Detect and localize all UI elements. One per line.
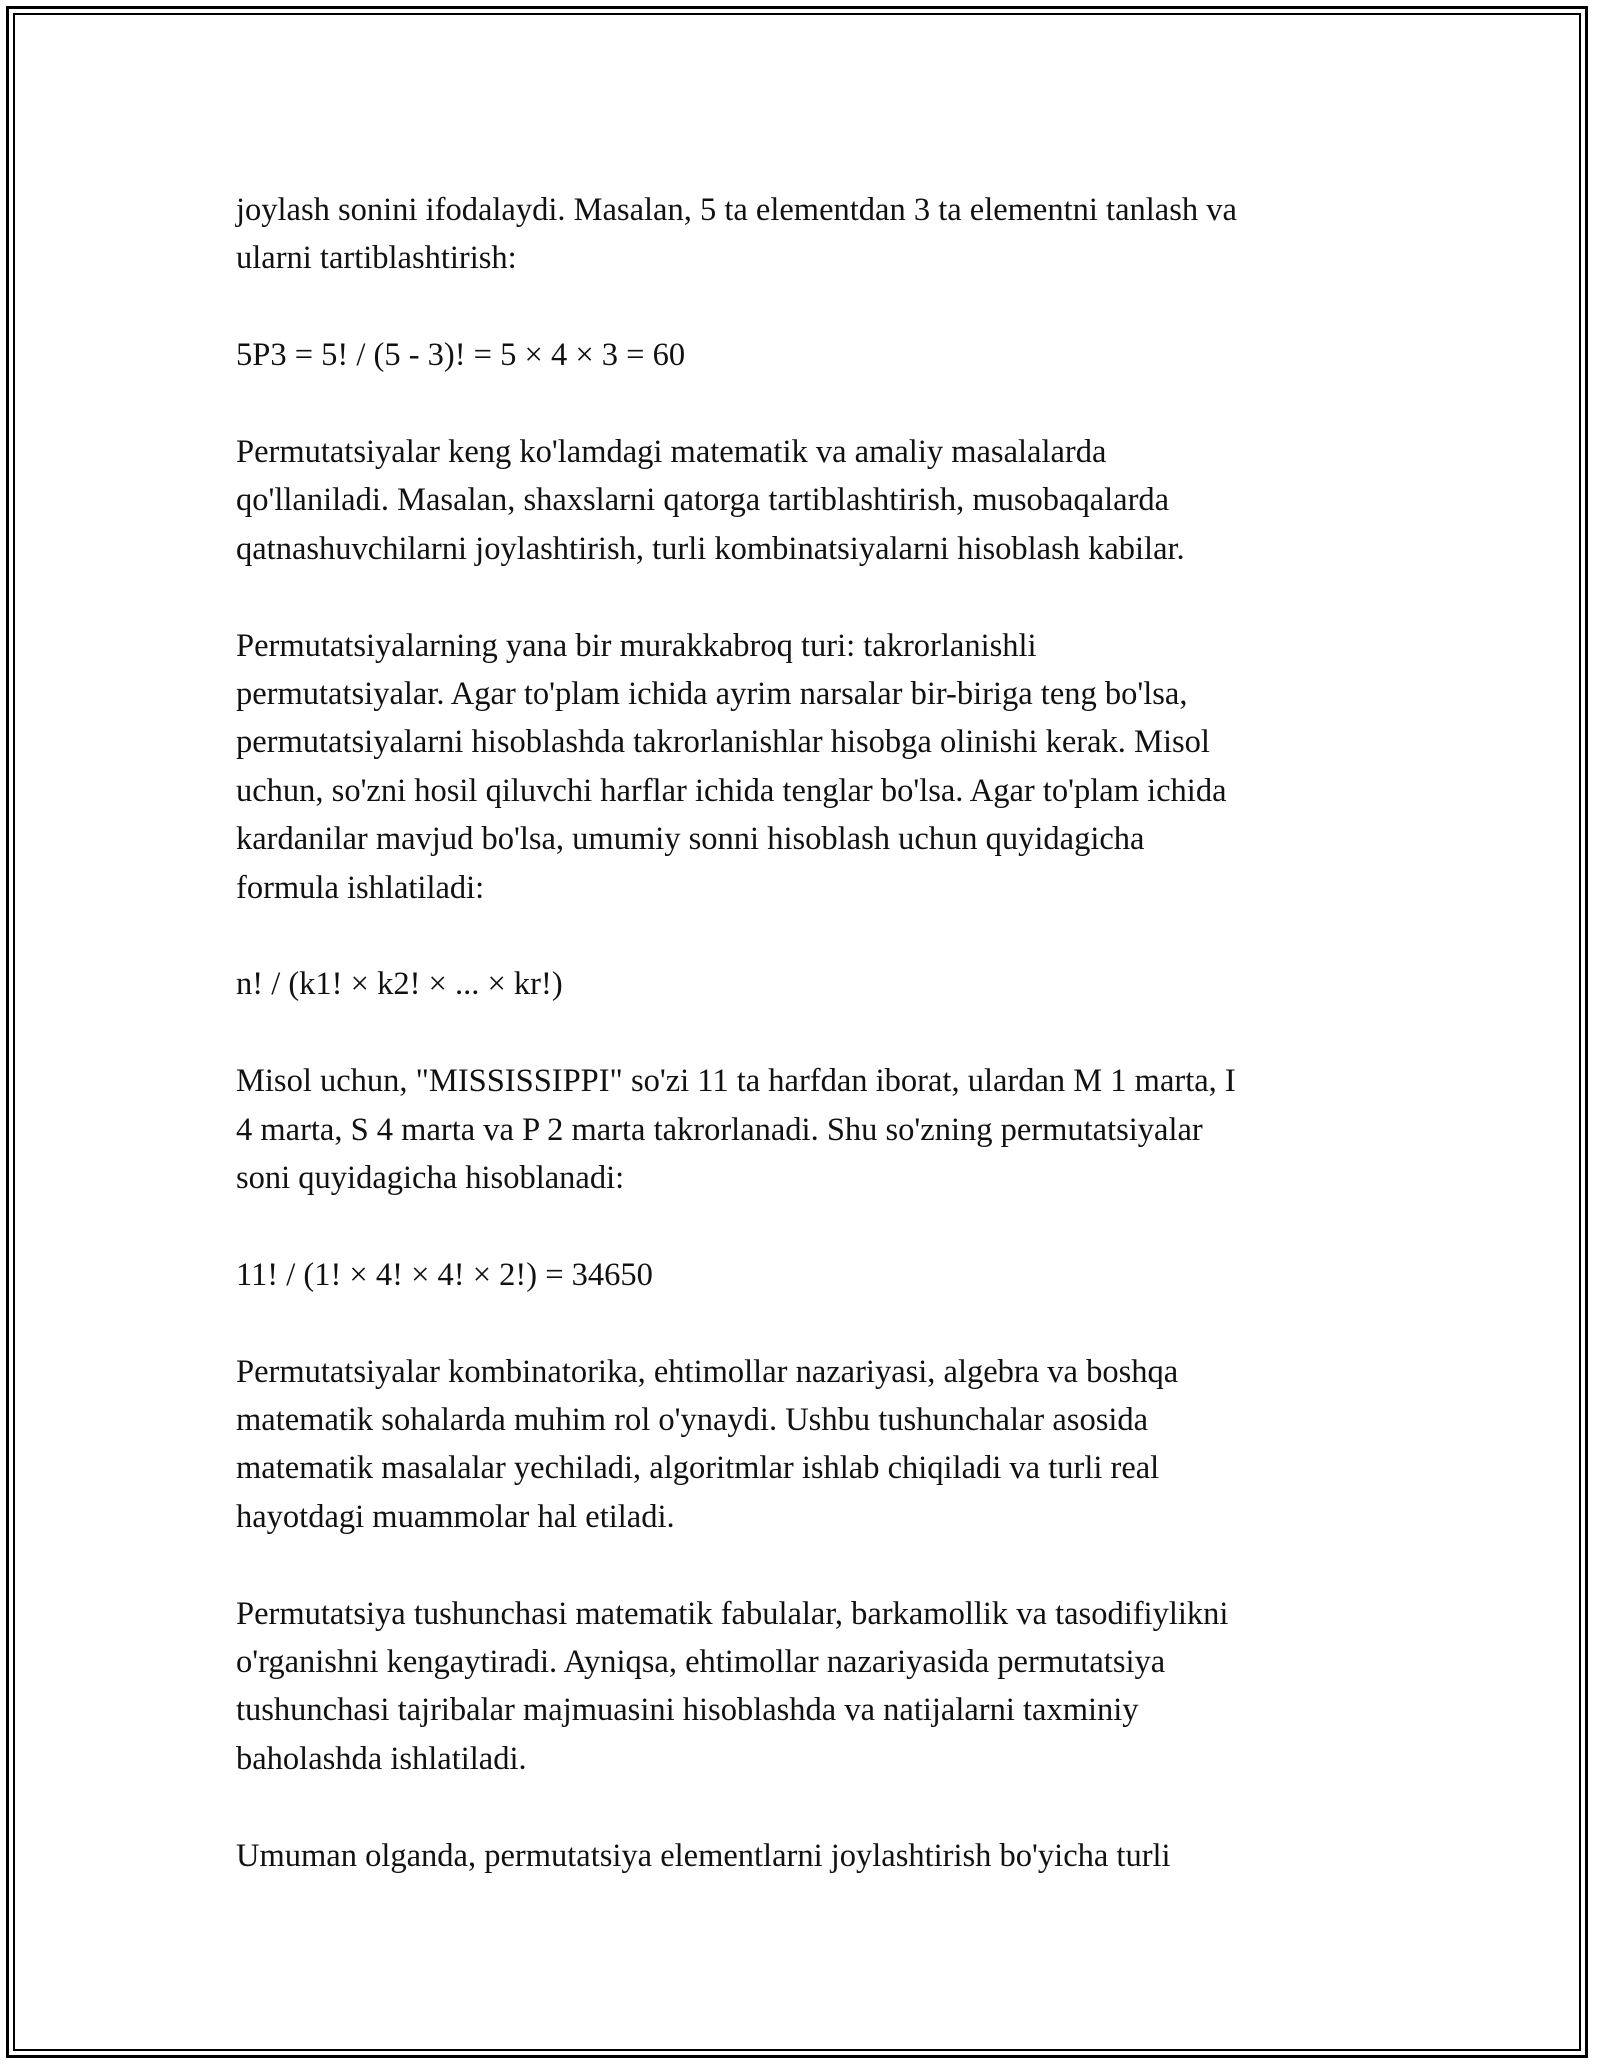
formula-permutation [236,331,1376,379]
paragraph-example [236,1057,1376,1202]
paragraph-applications [236,428,1376,573]
text-line: formula ishlatiladi: [236,869,485,906]
text-line: Misol uchun, "MISSISSIPPI" so'zi 11 ta harfdan iborat, ulardan M 1 marta, I [236,1063,1236,1100]
text-line: qatnashuvchilarni joylashtirish, turli kombinatsiyalarni hisoblash kabilar. [236,530,1185,567]
paragraph-importance [236,1348,1376,1542]
paragraph-intro [236,186,1376,283]
text-line: Permutatsiyalar keng ko'lamdagi matematik va amaliy masalalarda [236,434,1107,470]
text-line: Permutatsiya tushunchasi matematik fabulalar, barkamollik va tasodifiylikni [236,1595,1229,1632]
formula-line: n! / (k1! × k2! × ... × kr!) [236,966,563,1003]
text-line: permutatsiyalar. Agar to'plam ichida ayrim narsalar bir-biriga teng bo'lsa, [236,676,1188,713]
text-line: Umuman olganda, permutatsiya elementlarni joylashtirish bo'yicha turli [236,1837,1171,1874]
text-line: Permutatsiyalar kombinatorika, ehtimollar nazariyasi, algebra va boshqa [236,1353,1179,1390]
formula-line: 11! / (1! × 4! × 4! × 2!) = 34650 [236,1256,653,1293]
text-line: permutatsiyalarni hisoblashda takrorlanishlar hisobga olinishi kerak. Misol [236,724,1210,761]
text-line: uchun, so'zni hosil qiluvchi harflar ichida tenglar bo'lsa. Agar to'plam ichida [236,772,1227,809]
formula-multiset [236,960,1376,1008]
text-line: matematik masalalar yechiladi, algoritmlar ishlab chiqiladi va turli real [236,1450,1160,1487]
text-line: ularni tartiblashtirish: [236,240,517,277]
text-line: hayotdagi muammolar hal etiladi. [236,1498,675,1535]
text-line: soni quyidagicha hisoblanadi: [236,1160,625,1197]
paragraph-repetition [236,622,1376,912]
formula-line: 5P3 = 5! / (5 - 3)! = 5 × 4 × 3 = 60 [236,337,686,374]
paragraph-probability [236,1590,1376,1784]
document-body [236,186,1376,1928]
text-line: tushunchasi tajribalar majmuasini hisoblashda va natijalarni taxminiy [236,1692,1139,1729]
text-line: joylash sonini ifodalaydi. Masalan, 5 ta elementdan 3 ta elementni tanlash va [236,192,1237,228]
text-line: baholashda ishlatiladi. [236,1740,527,1777]
text-line: 4 marta, S 4 marta va P 2 marta takrorlanadi. Shu so'zning permutatsiyalar [236,1111,1203,1148]
text-line: qo'llaniladi. Masalan, shaxslarni qatorga tartiblashtirish, musobaqalarda [236,482,1170,519]
text-line: kardanilar mavjud bo'lsa, umumiy sonni hisoblash uchun quyidagicha [236,821,1145,858]
text-line: matematik sohalarda muhim rol o'ynaydi. Ushbu tushunchalar asosida [236,1402,1149,1439]
paragraph-conclusion [236,1832,1376,1880]
text-line: o'rganishni kengaytiradi. Ayniqsa, ehtimollar nazariyasida permutatsiya [236,1644,1166,1681]
text-line: Permutatsiyalarning yana bir murakkabroq turi: takrorlanishli [236,627,1037,664]
formula-mississippi [236,1251,1376,1299]
